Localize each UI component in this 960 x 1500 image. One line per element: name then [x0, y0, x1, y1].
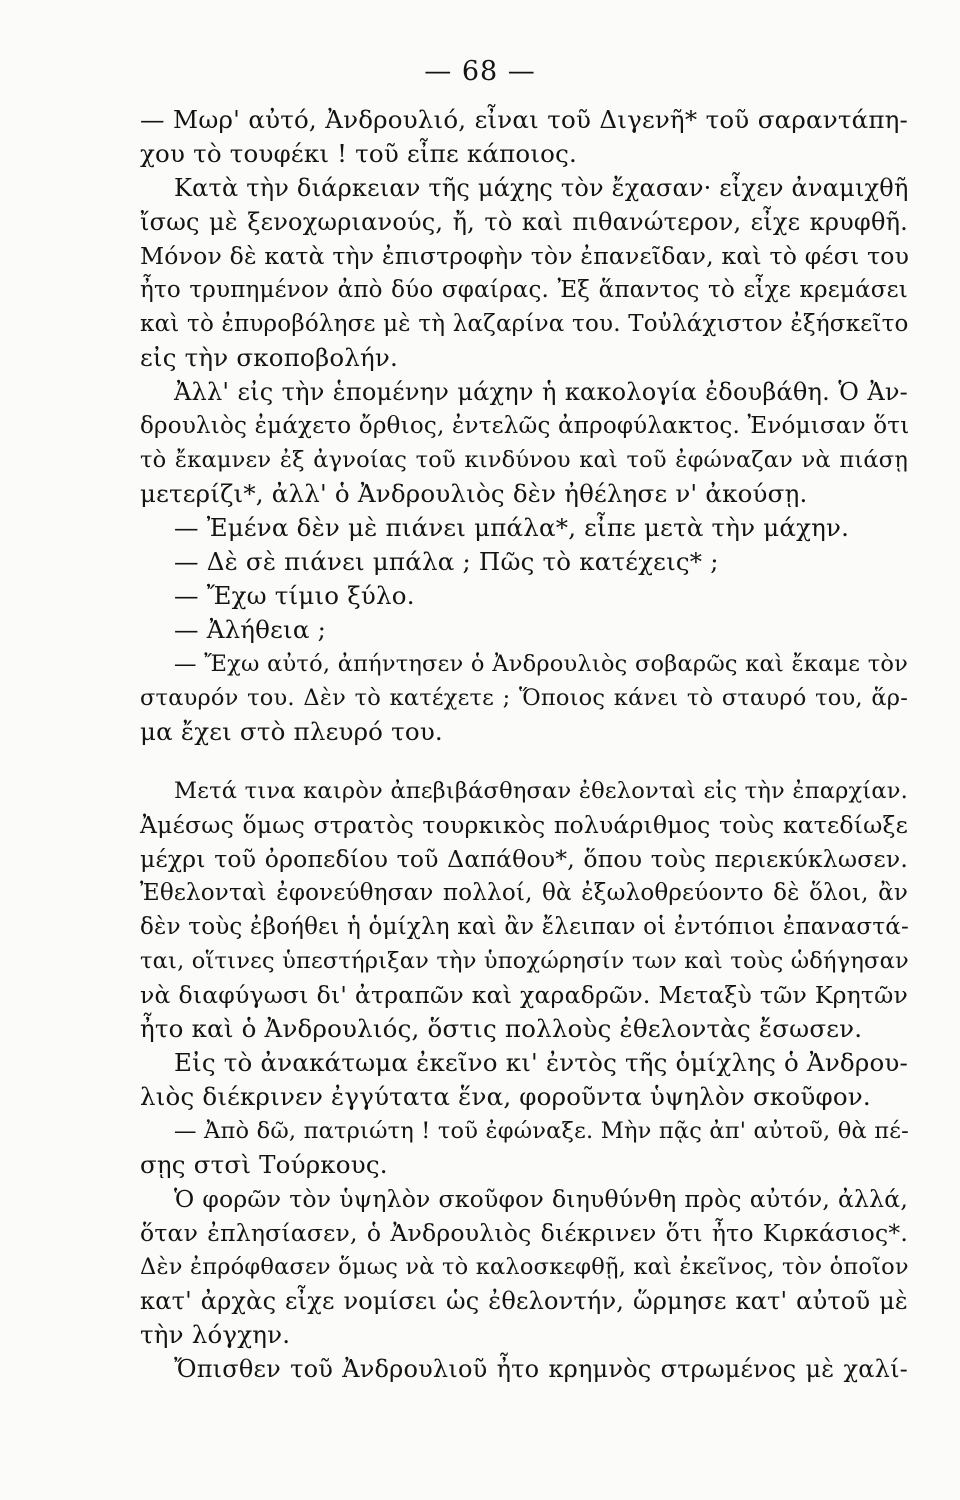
text-line: μετερίζι*, ἀλλ' ὁ Ἀνδρουλιὸς δὲν ἠθέλησε ν' ἀκούσῃ.	[140, 479, 808, 508]
text-line: Μετά τινα καιρὸν ἀπεβιβάσθησαν ἐθελονταὶ εἰς τὴν ἐπαρχίαν.	[174, 778, 908, 804]
text-line: τὸ ἔκαμνεν ἐξ ἀγνοίας τοῦ κινδύνου καὶ τοῦ ἐφώναζαν νὰ πιάσῃ	[140, 447, 908, 473]
text-line: Ἀλλ' εἰς τὴν ἑπομένην μάχην ἡ κακολογία ἐδουβάθη. Ὁ Ἀν-	[174, 378, 908, 406]
page-number: — 68 —	[424, 56, 536, 87]
text-line: τὴν λόγχην.	[140, 1320, 291, 1349]
text-line: — Ἔχω αὐτό, ἀπήντησεν ὁ Ἀνδρουλιὸς σοβαρῶς καὶ ἔκαμε τὸν	[174, 651, 908, 677]
text-line: ἦτο καὶ ὁ Ἀνδρουλιός, ὅστις πολλοὺς ἐθελοντὰς ἔσωσεν.	[140, 1014, 863, 1043]
text-line: — Ἔχω τίμιο ξύλο.	[174, 581, 415, 610]
text-line: λιὸς διέκρινεν ἐγγύτατα ἕνα, φοροῦντα ὑψηλὸν σκοῦφον.	[140, 1082, 871, 1111]
text-line: Κατὰ τὴν διάρκειαν τῆς μάχης τὸν ἔχασαν· εἶχεν ἀναμιχθῆ	[174, 174, 909, 202]
text-line: Ὁ φορῶν τὸν ὑψηλὸν σκοῦφον διηυθύνθη πρὸς αὐτόν, ἀλλά,	[174, 1185, 908, 1213]
text-line: Ἀμέσως ὅμως στρατὸς τουρκικὸς πολυάριθμος τοὺς κατεδίωξε	[140, 811, 908, 839]
text-line: Εἰς τὸ ἀνακάτωμα ἐκεῖνο κι' ἐντὸς τῆς ὁμίχλης ὁ Ἀνδρου-	[174, 1048, 908, 1077]
text-line: — Μωρ' αὐτό, Ἀνδρουλιό, εἶναι τοῦ Διγενῆ* τοῦ σαραντάπη-	[140, 105, 908, 134]
text-line: μέχρι τοῦ ὀροπεδίου τοῦ Δαπάθου*, ὅπου τοὺς περιεκύκλωσεν.	[140, 845, 908, 873]
text-line: Μόνον δὲ κατὰ τὴν ἐπιστροφὴν τὸν ἐπανεῖδαν, καὶ τὸ φέσι του	[140, 242, 910, 270]
text-line: δρουλιὸς ἐμάχετο ὄρθιος, ἐντελῶς ἀπροφύλακτος. Ἐνόμισαν ὅτι	[140, 413, 910, 439]
text-line: δὲν τοὺς ἐβοήθει ἡ ὁμίχλη καὶ ἂν ἔλειπαν οἱ ἐντόπιοι ἐπαναστά-	[140, 914, 909, 940]
text-line: σταυρόν του. Δὲν τὸ κατέχετε ; Ὅποιος κάνει τὸ σταυρό του, ἅρ-	[140, 685, 908, 711]
text-line: Δὲν ἐπρόφθασεν ὅμως νὰ τὸ καλοσκεφθῇ, καὶ ἐκεῖνος, τὸν ὁποῖον	[140, 1254, 909, 1280]
text-line: — Ἐμένα δὲν μὲ πιάνει μπάλα*, εἶπε μετὰ τὴν μάχην.	[174, 513, 850, 542]
text-line: νὰ διαφύγωσι δι' ἀτραπῶν καὶ χαραδρῶν. Μεταξὺ τῶν Κρητῶν	[140, 981, 908, 1009]
text-line: — Ἀπὸ δῶ, πατριώτη ! τοῦ ἐφώναξε. Μὴν πᾷς ἀπ' αὐτοῦ, θὰ πέ-	[174, 1118, 909, 1144]
text-line: εἰς τὴν σκοποβολήν.	[140, 343, 398, 372]
text-line: σῃς στσὶ Τούρκους.	[140, 1150, 388, 1179]
text-line: — Δὲ σὲ πιάνει μπάλα ; Πῶς τὸ κατέχεις* ;	[174, 547, 719, 576]
text-line: — Ἀλήθεια ;	[174, 615, 327, 644]
text-line: καὶ τὸ ἐπυροβόλησε μὲ τὴ λαζαρίνα του. Τοὐλάχιστον ἐξήσκεῖτο	[140, 311, 909, 337]
text-line: ἦτο τρυπημένον ἀπὸ δύο σφαίρας. Ἐξ ἅπαντος τὸ εἶχε κρεμάσει	[140, 277, 908, 303]
text-line: κατ' ἀρχὰς εἶχε νομίσει ὡς ἐθελοντήν, ὥρμησε κατ' αὐτοῦ μὲ	[140, 1287, 908, 1315]
text-line: Ὄπισθεν τοῦ Ἀνδρουλιοῦ ἦτο κρημνὸς στρωμένος μὲ χαλί-	[174, 1355, 908, 1383]
text-line: ται, οἵτινες ὑπεστήριξαν τὴν ὑποχώρησίν των καὶ τοὺς ὡδήγησαν	[140, 948, 909, 974]
text-line: ὅταν ἐπλησίασεν, ὁ Ἀνδρουλιὸς διέκρινεν ὅτι ἦτο Κιρκάσιος*.	[140, 1219, 908, 1247]
text-line: χου τὸ τουφέκι ! τοῦ εἶπε κάποιος.	[140, 139, 577, 168]
text-line: Ἐθελονταὶ ἐφονεύθησαν πολλοί, θὰ ἐξωλοθρεύοντο δὲ ὅλοι, ἂν	[140, 880, 908, 906]
text-line: ἴσως μὲ ξενοχωριανούς, ἤ, τὸ καὶ πιθανώτερον, εἶχε κρυφθῆ.	[140, 208, 908, 236]
text-line: μα ἔχει στὸ πλευρό του.	[140, 717, 443, 746]
